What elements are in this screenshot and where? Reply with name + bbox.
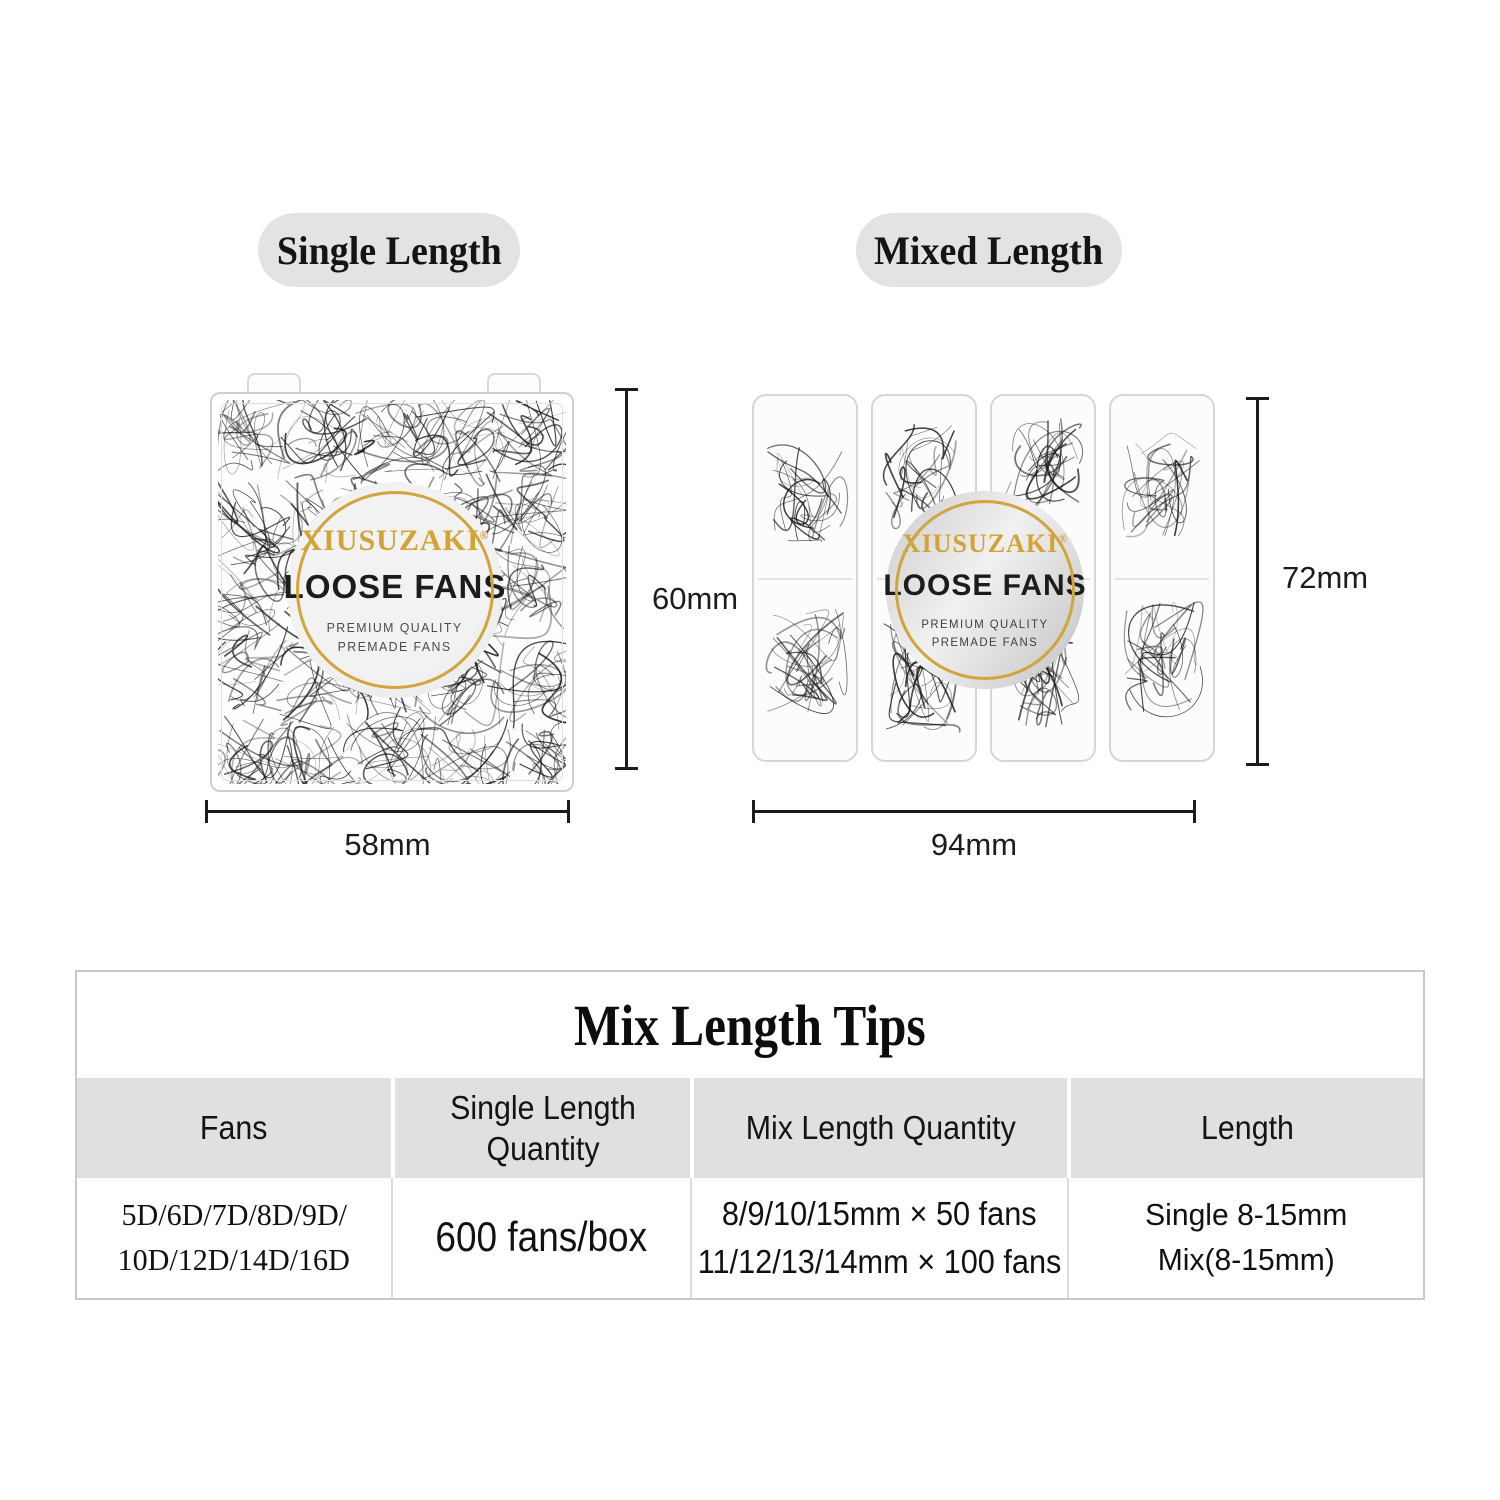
- mix-length-quantity-line2: 11/12/13/14mm × 100 fans: [697, 1242, 1062, 1280]
- single-length-badge: [258, 213, 520, 287]
- header-single-length-quantity-label: Single Length Quantity: [449, 1088, 636, 1167]
- dimension-cap: [615, 388, 638, 391]
- dimension-cap: [1246, 763, 1269, 766]
- brand-sticker: [883, 491, 1087, 689]
- brand-name: [300, 524, 489, 558]
- table-title-row: [77, 972, 1423, 1078]
- dimension-label-single-height: 60mm: [652, 581, 739, 616]
- table-header-row: [77, 1078, 1423, 1178]
- brand-tagline: [921, 615, 1048, 651]
- header-fans-label: Fans: [200, 1109, 268, 1147]
- brand-product-name: LOOSE FANS: [883, 569, 1087, 602]
- length-value-line1: Single 8-15mm: [1144, 1196, 1348, 1232]
- header-single-length-quantity: [391, 1078, 690, 1178]
- tagline-line2: PREMADE FANS: [931, 635, 1039, 649]
- dimension-line-mixed-width: [752, 810, 1196, 813]
- dimension-label-single-width: 58mm: [344, 827, 431, 862]
- mixed-length-badge-label: Mixed Length: [874, 227, 1104, 273]
- header-length: [1067, 1078, 1423, 1178]
- brand-sticker: [283, 482, 507, 698]
- mix-length-tips-table: [75, 970, 1425, 1300]
- dimension-cap: [752, 800, 755, 823]
- tagline-line2: PREMADE FANS: [338, 639, 452, 654]
- dimension-cap: [205, 800, 208, 823]
- header-mix-length-quantity-label: Mix Length Quantity: [745, 1109, 1016, 1147]
- mixed-length-box-photo: [752, 394, 1216, 762]
- registered-mark: ®: [479, 527, 490, 542]
- table-data-row: [77, 1178, 1423, 1298]
- cell-single-length-quantity: [391, 1178, 690, 1298]
- single-length-badge-label: Single Length: [276, 227, 502, 273]
- dimension-line-single-width: [205, 810, 570, 813]
- clear-compartment-case: [752, 394, 1216, 762]
- single-length-quantity-value: 600 fans/box: [435, 1213, 648, 1261]
- length-value-line2: Mix(8-15mm): [1157, 1241, 1335, 1277]
- tagline-line1: PREMIUM QUALITY: [327, 619, 463, 635]
- header-fans: [77, 1078, 391, 1178]
- table-title: Mix Length Tips: [574, 992, 926, 1058]
- dimension-cap: [1193, 800, 1196, 823]
- brand-product-name: LOOSE FANS: [283, 567, 507, 605]
- dimension-label-mixed-width: 94mm: [930, 827, 1018, 862]
- mixed-length-badge: [856, 213, 1122, 287]
- brand-tagline: [327, 618, 463, 657]
- single-length-box-photo: [210, 373, 574, 792]
- clear-plastic-case: [210, 392, 574, 792]
- mix-length-quantity-line1: 8/9/10/15mm × 50 fans: [722, 1195, 1037, 1232]
- fans-value-line1: 5D/6D/7D/8D/9D/: [121, 1196, 347, 1232]
- fans-value-line2: 10D/12D/14D/16D: [117, 1241, 351, 1277]
- dimension-label-mixed-height: 72mm: [1282, 560, 1369, 595]
- dimension-cap: [615, 767, 638, 770]
- brand-name-text: XIUSUZAKI: [300, 523, 480, 557]
- cell-length: [1067, 1178, 1423, 1298]
- cell-fans: [77, 1178, 391, 1298]
- dimension-cap: [1246, 397, 1269, 400]
- cell-mix-length-quantity: [690, 1178, 1067, 1298]
- tagline-line1: PREMIUM QUALITY: [921, 617, 1049, 631]
- header-mix-length-quantity: [690, 1078, 1067, 1178]
- brand-name: [902, 529, 1068, 559]
- dimension-line-single-height: [625, 388, 628, 770]
- brand-name-text: XIUSUZAKI: [901, 529, 1059, 558]
- header-length-label: Length: [1200, 1109, 1294, 1147]
- registered-mark: ®: [1058, 531, 1069, 546]
- dimension-cap: [567, 800, 570, 823]
- dimension-line-mixed-height: [1256, 397, 1259, 766]
